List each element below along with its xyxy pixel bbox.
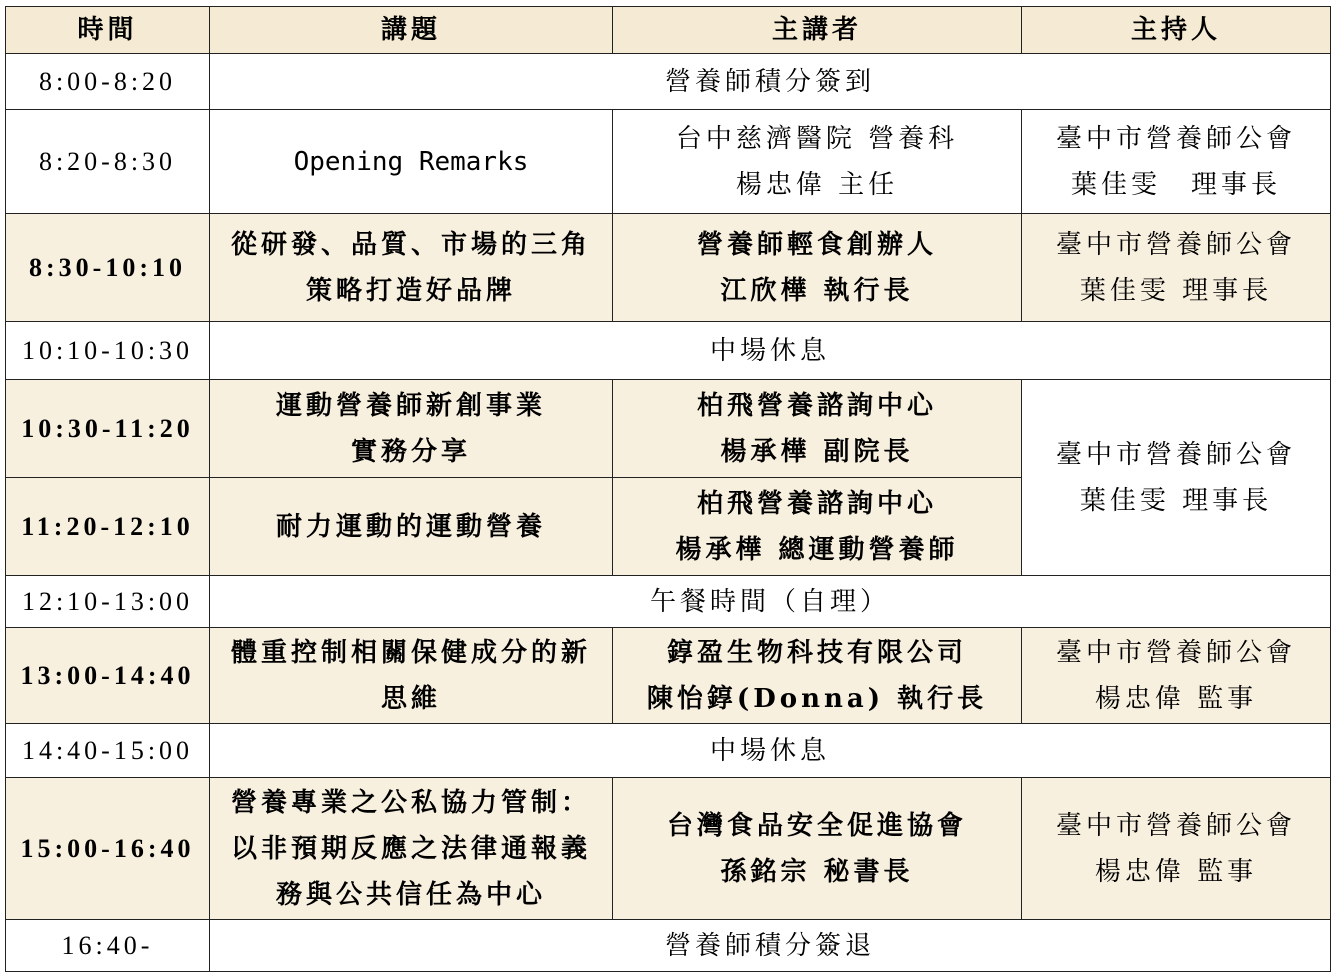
table-row [6, 380, 1331, 478]
host-cell [1022, 214, 1331, 322]
session-full-cell: 營養師積分簽退 [210, 920, 1331, 972]
host-cell [1022, 778, 1331, 920]
speaker-cell [613, 110, 1022, 214]
time-cell: 8:00-8:20 [6, 54, 210, 110]
topic-cell [210, 380, 613, 478]
speaker-line: 楊忠偉 主任 [735, 169, 899, 200]
host-line: 葉佳雯 理事長 [1079, 485, 1273, 516]
table-row [6, 322, 1331, 380]
topic-cell [210, 778, 613, 920]
topic-line: 思維 [380, 683, 441, 714]
time-cell: 10:10-10:30 [6, 322, 210, 380]
host-cell [1022, 380, 1331, 576]
table-row [6, 54, 1331, 110]
host-line: 葉佳雯 理事長 [1070, 169, 1281, 200]
speaker-line: 柏飛營養諮詢中心 [696, 390, 937, 421]
topic-line: 運動營養師新創事業 [275, 390, 546, 421]
time-cell: 16:40- [6, 920, 210, 972]
session-full-cell: 中場休息 [210, 724, 1331, 778]
header-speaker: 主講者 [613, 7, 1022, 54]
time-cell: 10:30-11:20 [6, 380, 210, 478]
topic-cell [210, 628, 613, 724]
speaker-line: 營養師輕食創辦人 [696, 229, 937, 260]
table-row [6, 576, 1331, 628]
table-row [6, 778, 1331, 920]
host-line: 臺中市營養師公會 [1055, 123, 1296, 154]
speaker-cell [613, 478, 1022, 576]
host-line: 葉佳雯 理事長 [1079, 275, 1273, 306]
host-line: 臺中市營養師公會 [1055, 810, 1296, 841]
topic-line: 以非預期反應之法律通報義 [230, 833, 591, 864]
speaker-line: 柏飛營養諮詢中心 [696, 488, 937, 519]
time-cell: 11:20-12:10 [6, 478, 210, 576]
speaker-line: 台中慈濟醫院 營養科 [675, 123, 959, 154]
topic-line: 耐力運動的運動營養 [275, 511, 546, 542]
time-cell: 8:20-8:30 [6, 110, 210, 214]
table-row [6, 920, 1331, 972]
table-row [6, 724, 1331, 778]
header-host: 主持人 [1022, 7, 1331, 54]
speaker-cell [613, 628, 1022, 724]
header-time: 時間 [6, 7, 210, 54]
topic-line: 策略打造好品牌 [305, 275, 516, 306]
speaker-line: 錞盈生物科技有限公司 [666, 637, 967, 668]
time-cell: 12:10-13:00 [6, 576, 210, 628]
topic-line: Opening Remarks [293, 146, 529, 177]
session-full-cell: 午餐時間（自理） [210, 576, 1331, 628]
host-line: 楊忠偉 監事 [1094, 683, 1258, 714]
time-cell: 14:40-15:00 [6, 724, 210, 778]
topic-line: 營養專業之公私協力管制： [230, 787, 591, 818]
speaker-line: 台灣食品安全促進協會 [666, 810, 967, 841]
topic-cell [210, 478, 613, 576]
speaker-line: 楊承樺 總運動營養師 [675, 534, 959, 565]
host-line: 楊忠偉 監事 [1094, 856, 1258, 887]
speaker-cell [613, 778, 1022, 920]
topic-cell [210, 110, 613, 214]
topic-line: 務與公共信任為中心 [275, 879, 546, 910]
speaker-line: 陳怡錞(Donna) 執行長 [646, 683, 988, 714]
speaker-line: 楊承樺 副院長 [720, 436, 914, 467]
speaker-line: 孫銘宗 秘書長 [720, 856, 914, 887]
speaker-cell [613, 380, 1022, 478]
topic-line: 實務分享 [350, 436, 471, 467]
speaker-line: 江欣樺 執行長 [720, 275, 914, 306]
table-row [6, 628, 1331, 724]
topic-line: 從研發、品質、市場的三角 [230, 229, 591, 260]
header-topic: 講題 [210, 7, 613, 54]
host-line: 臺中市營養師公會 [1055, 439, 1296, 470]
session-full-cell: 中場休息 [210, 322, 1331, 380]
header-row [6, 7, 1331, 54]
table-row [6, 110, 1331, 214]
host-line: 臺中市營養師公會 [1055, 637, 1296, 668]
session-full-cell: 營養師積分簽到 [210, 54, 1331, 110]
host-line: 臺中市營養師公會 [1055, 229, 1296, 260]
speaker-cell [613, 214, 1022, 322]
time-cell: 13:00-14:40 [6, 628, 210, 724]
topic-line: 體重控制相關保健成分的新 [230, 637, 591, 668]
host-cell [1022, 110, 1331, 214]
table-row [6, 214, 1331, 322]
time-cell: 8:30-10:10 [6, 214, 210, 322]
agenda-table [5, 6, 1331, 972]
time-cell: 15:00-16:40 [6, 778, 210, 920]
host-cell [1022, 628, 1331, 724]
topic-cell [210, 214, 613, 322]
